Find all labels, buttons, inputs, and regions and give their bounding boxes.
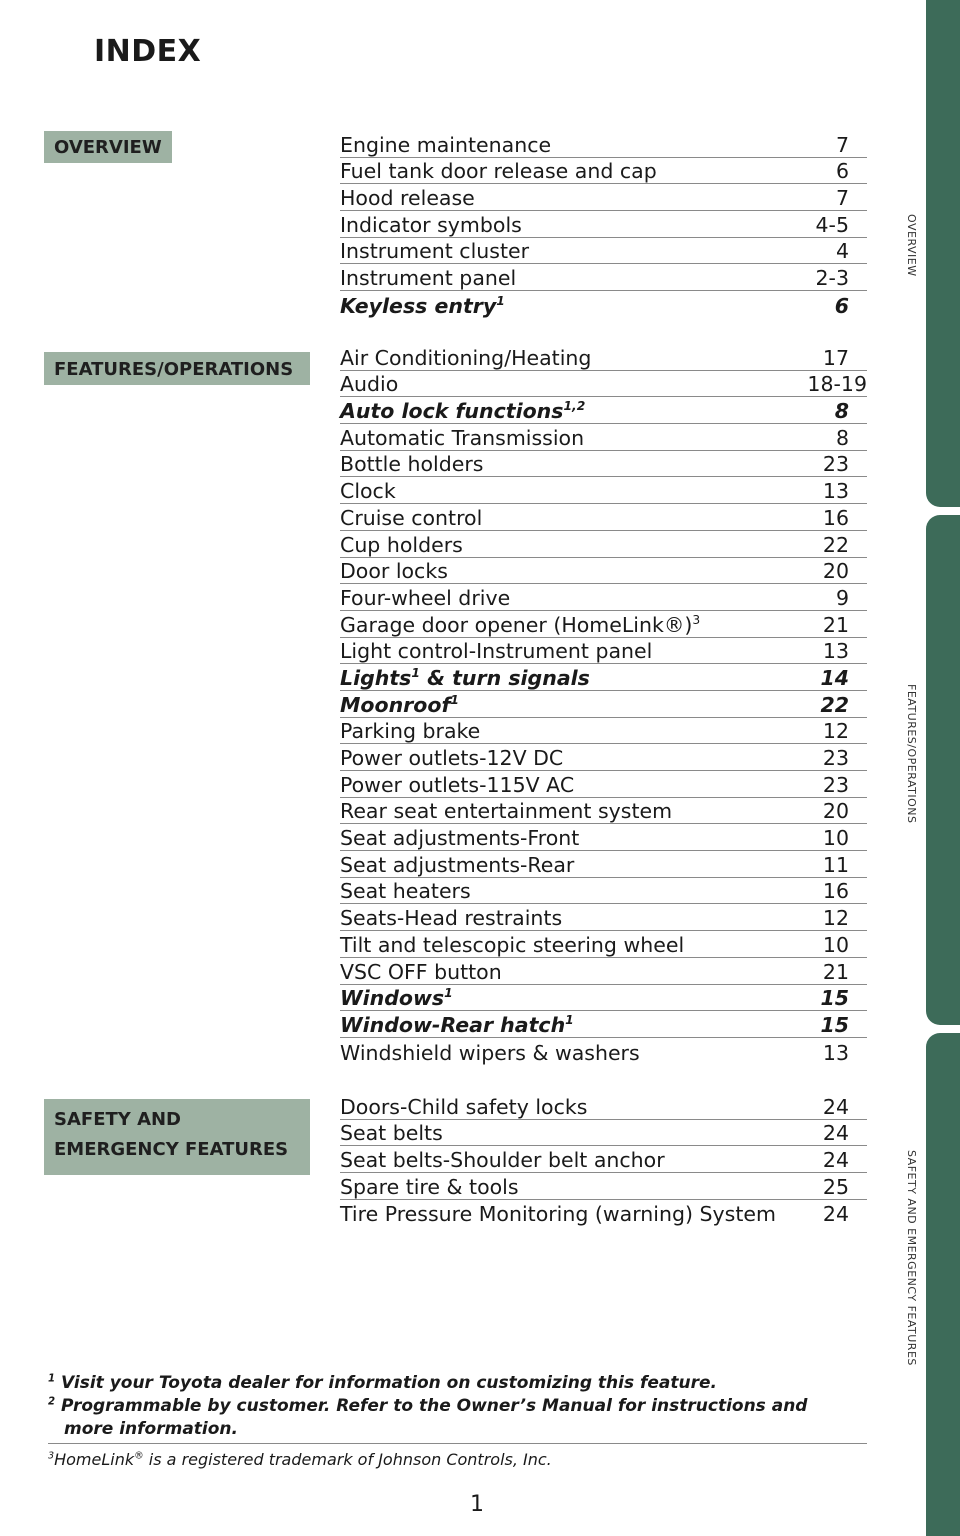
index-entry-label [340,960,502,984]
index-entry-label [340,1013,574,1037]
index-row [340,851,867,878]
index-row [340,477,867,504]
footnote-reference: 1 [444,986,453,1001]
index-entry-page: 18-19 [807,372,867,397]
footnote-1 [48,1372,867,1395]
index-entry-text: Power outlets-115V AC [340,772,575,797]
index-row [340,1093,867,1120]
index-entry-text: Hood release [340,186,475,211]
index-row [340,638,867,665]
index-entry-text: Fuel tank door release and cap [340,159,657,184]
index-entry-label [340,372,398,396]
index-row [340,584,867,611]
index-row [340,798,867,825]
index-entry-label [340,506,482,530]
index-row [340,397,867,424]
index-entry-page: 21 [822,612,849,637]
index-entry-label [340,879,471,903]
footnote-reference: 1 [450,692,459,707]
footnote-3-name: HomeLink [54,1450,135,1469]
index-entry-page: 12 [822,719,849,744]
index-entry-label [340,294,505,318]
index-entry-text: Seat adjustments-Front [340,826,580,851]
footnote-3-mark: 3 [48,1450,55,1462]
index-entry-label [340,1148,665,1172]
index-row [340,1173,867,1200]
index-entry-label [340,159,657,183]
index-entry-text-suffix: & turn signals [419,665,590,690]
registered-mark: ® [134,1450,144,1462]
footnote-reference: 1 [411,666,420,681]
index-entry-page: 2-3 [815,266,849,291]
index-entry-page: 16 [822,879,849,904]
index-entry-page: 17 [822,345,849,370]
index-entry-page: 24 [822,1094,849,1119]
index-entry-text: Seat adjustments-Rear [340,852,575,877]
index-entry-label [340,799,672,823]
index-entry-label [340,1121,443,1145]
index-entry-text: Spare tire & tools [340,1174,519,1199]
section-label-safety-line2: EMERGENCY FEATURES [54,1139,289,1160]
index-row [340,1120,867,1147]
index-entry-text: Engine maintenance [340,132,552,157]
safety-index-list [340,1093,867,1226]
index-row [340,1146,867,1173]
index-entry-text: Garage door opener (HomeLink®) [340,612,693,637]
page-number: 1 [470,1492,484,1517]
index-entry-label [340,826,579,850]
index-row [340,1200,867,1227]
index-entry-page: 23 [822,772,849,797]
index-entry-page: 10 [822,932,849,957]
section-label-features: FEATURES/OPERATIONS [44,352,310,385]
index-row [340,371,867,398]
index-entry-text: Cup holders [340,532,463,557]
index-row [340,958,867,985]
index-entry-text: Windows [340,986,445,1011]
index-entry-page: 20 [822,799,849,824]
page-title: INDEX [94,34,202,69]
index-entry-text: Keyless entry [340,293,497,318]
index-entry-text: Instrument cluster [340,239,530,264]
index-entry-label [340,693,459,717]
index-row [340,531,867,558]
index-entry-page: 6 [835,159,849,184]
index-entry-text: Audio [340,372,399,397]
index-row [340,718,867,745]
index-entry-label [340,452,483,476]
index-row [340,744,867,771]
index-entry-text: Tire Pressure Monitoring (warning) System [340,1202,776,1227]
index-entry-label [340,213,522,237]
section-label-safety [44,1099,310,1175]
features-index-list [340,344,867,1065]
index-entry-text: Power outlets-12V DC [340,746,564,770]
index-entry-text: Rear seat entertainment system [340,799,673,824]
index-row [340,158,867,185]
index-row [340,238,867,265]
index-entry-label [340,399,585,423]
index-entry-label [340,1202,776,1226]
index-entry-label [340,426,584,450]
index-entry-page: 13 [822,1040,849,1065]
index-entry-page: 21 [822,959,849,984]
index-entry-text: Door locks [340,559,448,584]
side-tab-features[interactable] [926,515,960,1025]
index-row [340,1011,867,1038]
index-entry-label [340,986,453,1010]
index-entry-page: 22 [820,692,849,717]
index-row [340,771,867,798]
index-entry-label [340,533,463,557]
index-row [340,1038,867,1065]
index-entry-text: Moonroof [340,692,451,717]
index-entry-label [340,906,562,930]
index-row [340,131,867,158]
index-row [340,904,867,931]
index-entry-text: Seats-Head restraints [340,906,563,931]
index-entry-page: 9 [835,585,849,610]
index-entry-label [340,346,591,370]
index-entry-label [340,479,396,503]
index-entry-page: 12 [822,906,849,931]
index-entry-text: Cruise control [340,505,483,530]
index-entry-text: Instrument panel [340,266,517,291]
index-entry-label [340,639,652,663]
index-entry-page: 24 [822,1148,849,1173]
index-row [340,504,867,531]
index-entry-text: Clock [340,479,396,504]
index-row [340,985,867,1012]
side-tab-label-features: FEATURES/OPERATIONS [905,684,918,824]
index-entry-label [340,1095,587,1119]
footnote-reference: 1,2 [563,399,586,414]
index-entry-label [340,933,684,957]
index-entry-page: 20 [822,559,849,584]
index-entry-page: 13 [822,479,849,504]
index-entry-page: 24 [822,1121,849,1146]
footnote-1-text: Visit your Toyota dealer for information on customizing this feature. [61,1373,718,1393]
index-entry-page: 4-5 [815,212,849,237]
index-entry-page: 8 [834,399,849,424]
footnote-3 [48,1448,867,1472]
side-tab-overview[interactable] [926,0,960,507]
index-entry-label [340,266,516,290]
index-entry-label [340,1175,519,1199]
index-entry-page: 15 [820,1012,849,1037]
index-row [340,451,867,478]
index-entry-label [340,773,574,797]
index-entry-label [340,719,480,743]
index-row [340,424,867,451]
section-label-safety-line1: SAFETY AND [54,1109,182,1130]
index-entry-page: 16 [822,505,849,530]
index-entry-text: Automatic Transmission [340,425,585,450]
index-entry-page: 23 [822,746,849,770]
index-entry-page: 6 [834,293,849,318]
index-entry-text: Lights [340,665,412,690]
index-entry-text: Air Conditioning/Heating [340,345,592,370]
footnotes [48,1372,867,1472]
index-entry-label [340,586,510,610]
footnote-1-mark: 1 [48,1373,56,1385]
index-entry-label [340,613,700,637]
index-entry-page: 4 [835,239,849,264]
index-row [340,931,867,958]
index-entry-text: Auto lock functions [340,399,564,424]
index-entry-text: Four-wheel drive [340,585,511,610]
index-entry-page: 8 [835,425,849,450]
index-entry-page: 7 [835,186,849,211]
index-entry-text: Seat heaters [340,879,471,904]
side-tab-label-safety: SAFETY AND EMERGENCY FEATURES [905,1150,918,1366]
footnote-2-continuation: more information. [64,1419,238,1439]
index-entry-label [340,133,551,157]
index-entry-page: 7 [835,132,849,157]
index-entry-page: 13 [822,639,849,664]
index-entry-text: Doors-Child safety locks [340,1094,588,1119]
side-tab-label-overview: OVERVIEW [905,214,918,277]
index-entry-text: Tilt and telescopic steering wheel [340,932,685,957]
index-entry-text: Seat belts-Shoulder belt anchor [340,1148,665,1173]
section-label-overview: OVERVIEW [44,131,172,163]
footnote-2 [48,1395,867,1444]
index-row [340,691,867,718]
index-entry-label [340,559,448,583]
index-row [340,824,867,851]
index-row [340,878,867,905]
index-row [340,184,867,211]
index-row [340,291,867,318]
index-row [340,211,867,238]
footnote-reference: 1 [565,1013,574,1028]
index-entry-text: Indicator symbols [340,212,522,237]
index-row [340,344,867,371]
footnote-reference: 3 [692,612,701,627]
index-entry-label [340,186,475,210]
index-entry-label [340,239,529,263]
index-entry-label [340,746,563,770]
overview-index-list [340,131,867,318]
index-entry-text: Seat belts [340,1121,443,1146]
index-row [340,264,867,291]
index-entry-text: VSC OFF button [340,959,502,984]
index-entry-label [340,666,590,690]
index-entry-page: 25 [822,1174,849,1199]
index-entry-label [340,1041,640,1065]
index-entry-label [340,853,574,877]
index-entry-page: 22 [822,532,849,557]
index-row [340,664,867,691]
index-entry-text: Windshield wipers & washers [340,1040,640,1065]
index-row [340,611,867,638]
footnote-2-text: Programmable by customer. Refer to the Owner’s Manual for instructions and [61,1396,808,1416]
index-entry-text: Window-Rear hatch [340,1012,566,1037]
index-entry-page: 14 [820,665,849,690]
index-entry-page: 23 [822,452,849,477]
index-entry-page: 10 [822,826,849,851]
index-entry-page: 15 [820,986,849,1011]
index-row [340,558,867,585]
index-entry-text: Bottle holders [340,452,484,477]
index-entry-text: Light control-Instrument panel [340,639,653,664]
index-entry-page: 11 [822,852,849,877]
footnote-2-mark: 2 [48,1396,56,1408]
footnote-3-text: is a registered trademark of Johnson Controls, Inc. [143,1450,552,1469]
index-entry-text: Parking brake [340,719,481,744]
footnote-reference: 1 [496,293,505,308]
index-entry-page: 24 [822,1202,849,1227]
side-tab-safety[interactable] [926,1033,960,1536]
